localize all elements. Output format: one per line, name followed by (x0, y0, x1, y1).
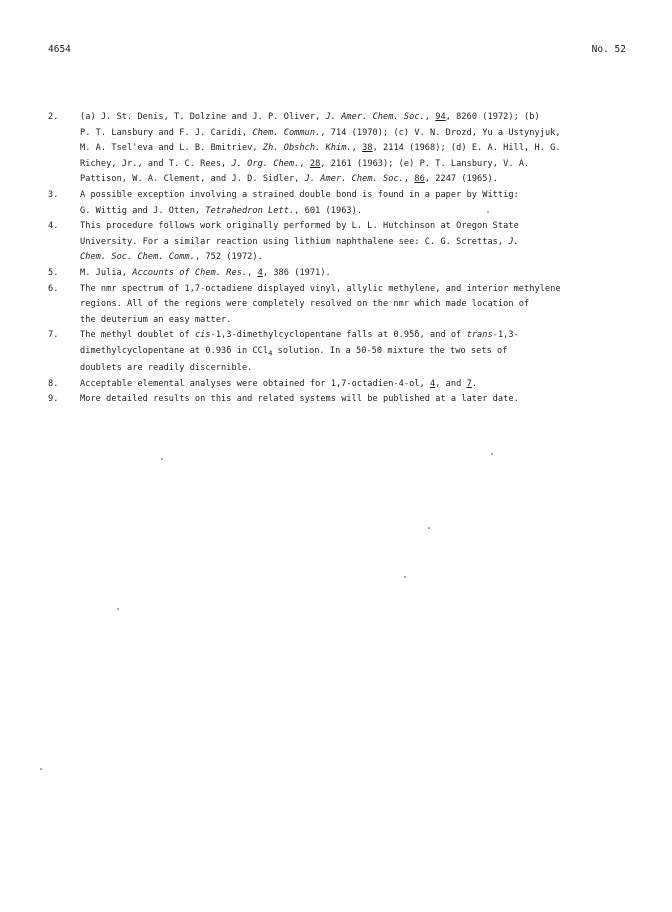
scan-speck (491, 453, 493, 455)
reference-note-4 (48, 219, 628, 266)
page-number: 4654 (48, 44, 71, 55)
reference-number: 9. (48, 394, 59, 405)
reference-text-line: G. Wittig and J. Otten, Tetrahedron Lett., 601 (1963). (80, 205, 363, 216)
reference-note-3 (48, 188, 628, 219)
reference-note-9 (48, 392, 628, 408)
reference-number: 3. (48, 189, 59, 200)
reference-text-line: dimethylcyclopentane at 0.93δ in CCl$_4$ solution. In a 50-50 mixture the two sets of (80, 345, 508, 358)
reference-text-line: (a) J. St. Denis, T. Dolzine and J. P. Oliver, J. Amer. Chem. Soc., 94, 8260 (1972); (b) (80, 112, 540, 122)
reference-note-6 (48, 282, 628, 329)
reference-note-2 (48, 110, 628, 188)
reference-note-8 (48, 377, 628, 393)
reference-number: 6. (48, 283, 59, 294)
reference-text-line: The nmr spectrum of 1,7-octadiene displayed vinyl, allylic methylene, and interior methylene (80, 283, 561, 294)
reference-text-line: the deuterium an easy matter. (80, 314, 232, 325)
scan-speck (117, 608, 119, 610)
scan-speck (161, 458, 163, 460)
reference-text-line: regions. All of the regions were completely resolved on the nmr which made location of (80, 299, 530, 310)
reference-number: 8. (48, 378, 59, 389)
reference-text-line: A possible exception involving a strained double bond is found in a paper by Wittig: (80, 189, 519, 200)
reference-number: 5. (48, 267, 59, 278)
reference-text-line: The methyl doublet of cis-1,3-dimethylcyclopentane falls at 0.95δ, and of trans-1,3- (80, 330, 519, 341)
reference-text-line: Chem. Soc. Chem. Comm., 752 (1972). (80, 252, 263, 263)
reference-note-5 (48, 266, 628, 282)
reference-text-line: P. T. Lansbury and F. J. Caridi, Chem. Commun., 714 (1970); (c) V. N. Drozd, Yu a Ustynyjuk, (80, 127, 561, 138)
reference-text-line: Pattison, W. A. Clement, and J. D. Sidler, J. Amer. Chem. Soc., 86, 2247 (1965). (80, 174, 498, 185)
reference-text-line: Richey, Jr., and T. C. Rees, J. Org. Chem., 28, 2161 (1963); (e) P. T. Lansbury, V. A. (80, 158, 530, 169)
scan-speck (404, 576, 406, 578)
scan-speck (487, 211, 489, 213)
scan-speck (40, 768, 42, 770)
reference-note-7 (48, 328, 628, 377)
reference-text-line: This procedure follows work originally performed by L. L. Hutchinson at Oregon State (80, 221, 519, 232)
reference-number: 7. (48, 330, 59, 341)
reference-text-line: Acceptable elemental analyses were obtained for 1,7-octadien-4-ol, 4, and 7. (80, 378, 478, 389)
issue-number: No. 52 (591, 44, 626, 55)
references-list (48, 110, 628, 408)
scan-speck (428, 527, 430, 529)
reference-text-line: University. For a similar reaction using lithium naphthalene see: C. G. Screttas, J. (80, 236, 519, 247)
reference-text-line: M. Julia, Accounts of Chem. Res., 4, 386 (1971). (80, 267, 331, 278)
reference-text-line: doublets are readily discernible. (80, 363, 253, 374)
reference-text-line: More detailed results on this and related systems will be published at a later date. (80, 394, 519, 405)
reference-number: 2. (48, 112, 59, 122)
page-header (48, 44, 626, 58)
reference-text-line: M. A. Tsel'eva and L. B. Bmitriev, Zh. Obshch. Khim., 38, 2114 (1968); (d) E. A. Hill, H. G. (80, 143, 561, 154)
reference-number: 4. (48, 221, 59, 232)
